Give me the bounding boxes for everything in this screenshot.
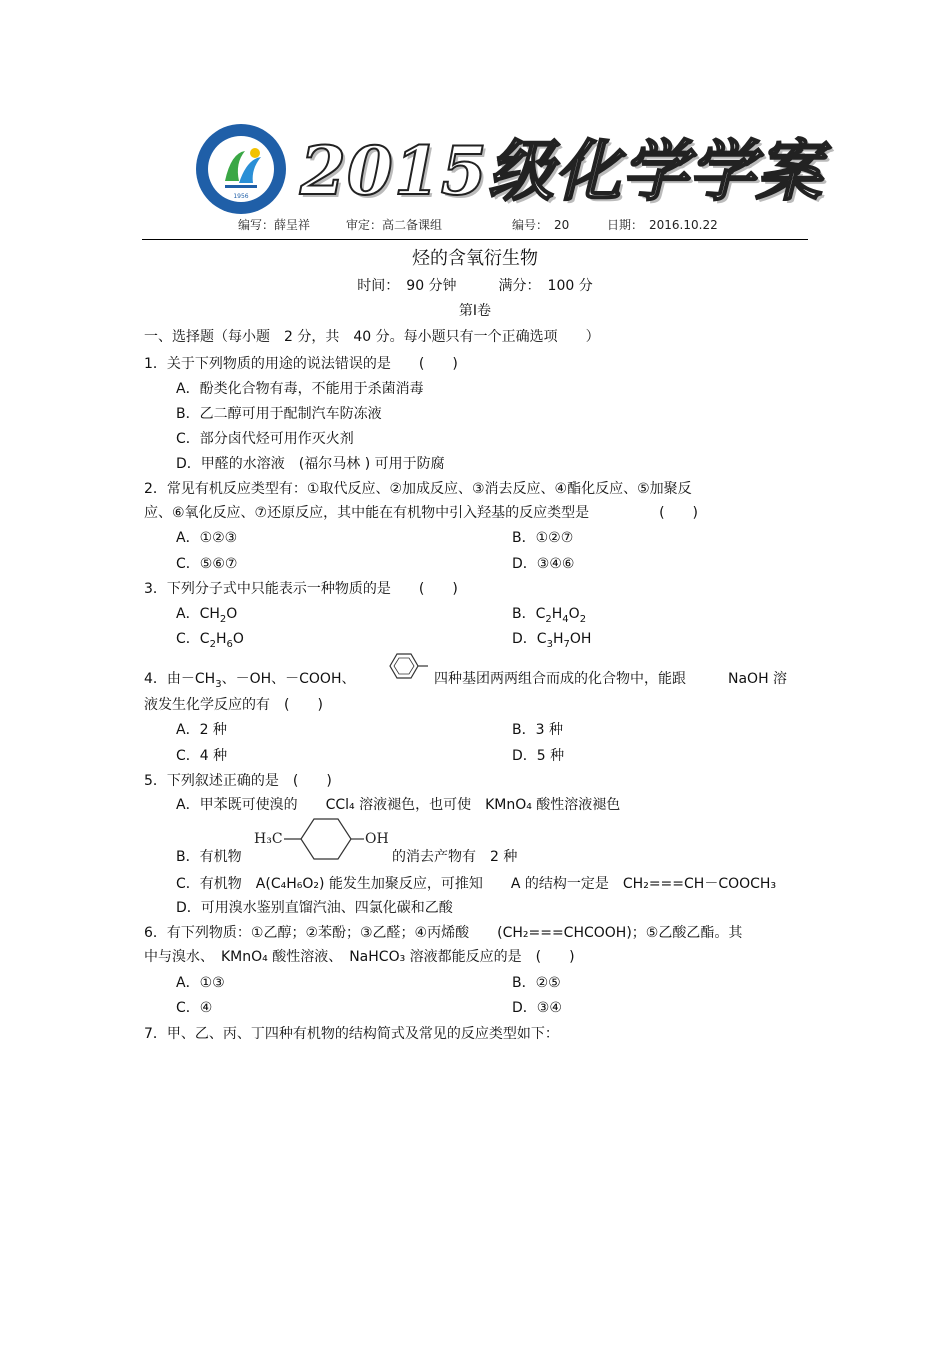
banner-title: 2015级化学学案 <box>300 132 823 210</box>
q2-option-a: A．①②③ <box>176 530 238 546</box>
q2-option-c: C．⑤⑥⑦ <box>176 556 238 572</box>
q3-option-a: A．$CH_2O$ <box>176 606 238 625</box>
q3-option-d: D．$C_3H_7OH$ <box>512 631 592 650</box>
q4-stem-line2: 液发生化学反应的有 ( ) <box>144 697 323 713</box>
q4-stem-line1a: 4．由$-CH_3$、－OH、－COOH、 <box>144 671 356 690</box>
volume-label: 第Ⅰ卷 <box>458 303 492 319</box>
doc-number: 编号： 20 <box>512 218 570 232</box>
q1-option-b: B．乙二醇可用于配制汽车防冻液 <box>176 406 382 422</box>
q4-option-a: A．2 种 <box>176 722 227 738</box>
school-logo <box>195 123 287 215</box>
header-divider <box>142 239 808 240</box>
q2-stem-line2: 应、⑥氧化反应、⑦还原反应，其中能在有机物中引入羟基的反应类型是 ( ) <box>144 505 699 521</box>
oh-label: OH <box>365 831 389 847</box>
q5-option-b-suffix: 的消去产物有 2 种 <box>392 849 518 865</box>
date: 日期： 2016.10.22 <box>607 218 718 232</box>
q3-option-b: B．$C_2H_4O_2$ <box>512 606 587 625</box>
q4-stem-line1b: 四种基团两两组合而成的化合物中，能跟 NaOH 溶 <box>434 671 788 687</box>
time-info: 时间： 90 分钟 满分： 100 分 <box>357 278 593 294</box>
page-title: 烃的含氧衍生物 <box>412 248 538 269</box>
logo-year: 1956 <box>233 193 249 200</box>
q6-option-c: C．④ <box>176 1000 213 1016</box>
q1-option-c: C．部分卤代烃可用作灭火剂 <box>176 431 354 447</box>
q2-stem-line1: 2．常见有机反应类型有：①取代反应、②加成反应、③消去反应、④酯化反应、⑤加聚反 <box>144 481 692 497</box>
q5-option-b-prefix: B．有机物 <box>176 849 242 865</box>
q1-stem: 1．关于下列物质的用途的说法错误的是 ( ) <box>144 356 458 372</box>
q6-option-b: B．②⑤ <box>512 975 561 991</box>
author: 编写：薛呈祥 <box>238 218 311 232</box>
q2-option-b: B．①②⑦ <box>512 530 574 546</box>
q5-stem: 5．下列叙述正确的是 ( ) <box>144 773 332 789</box>
q4-option-b: B．3 种 <box>512 722 563 738</box>
q5-option-c: C．有机物 A(C₄H₆O₂) 能发生加聚反应，可推知 A 的结构一定是 CH₂===CH－COOCH₃ <box>176 876 777 892</box>
q5-option-a: A．甲苯既可使溴的 CCl₄ 溶液褪色，也可使 KMnO₄ 酸性溶液褪色 <box>176 797 621 813</box>
q4-option-d: D．5 种 <box>512 748 565 764</box>
q5-option-d: D．可用溴水鉴别直馏汽油、四氯化碳和乙酸 <box>176 900 453 916</box>
q6-option-d: D．③④ <box>512 1000 562 1016</box>
q3-option-c: C．$C_2H_6O$ <box>176 631 244 650</box>
q3-stem: 3．下列分子式中只能表示一种物质的是 ( ) <box>144 581 458 597</box>
q1-option-a: A．酚类化合物有毒，不能用于杀菌消毒 <box>176 381 424 397</box>
q6-stem-line1: 6．有下列物质：①乙醇；②苯酚；③乙醛；④丙烯酸 (CH₂===CHCOOH)；⑤乙酸乙酯。其 <box>144 925 743 941</box>
q2-option-d: D．③④⑥ <box>512 556 575 572</box>
q7-stem: 7．甲、乙、丙、丁四种有机物的结构简式及常见的反应类型如下： <box>144 1026 559 1042</box>
methylcyclohexanol-structure <box>254 815 394 863</box>
q1-option-d: D．甲醛的水溶液 (福尔马林 ) 可用于防腐 <box>176 456 445 472</box>
section-heading: 一、选择题（每小题 2 分，共 40 分。每小题只有一个正确选项 ） <box>144 329 600 345</box>
phenyl-group-structure <box>384 650 430 682</box>
reviewer: 审定：高二备课组 <box>346 218 443 232</box>
h3c-label: H₃C <box>254 831 283 847</box>
q6-option-a: A．①③ <box>176 975 225 991</box>
q6-stem-line2: 中与溴水、 KMnO₄ 酸性溶液、 NaHCO₃ 溶液都能反应的是 ( ) <box>144 949 575 965</box>
q4-option-c: C．4 种 <box>176 748 228 764</box>
